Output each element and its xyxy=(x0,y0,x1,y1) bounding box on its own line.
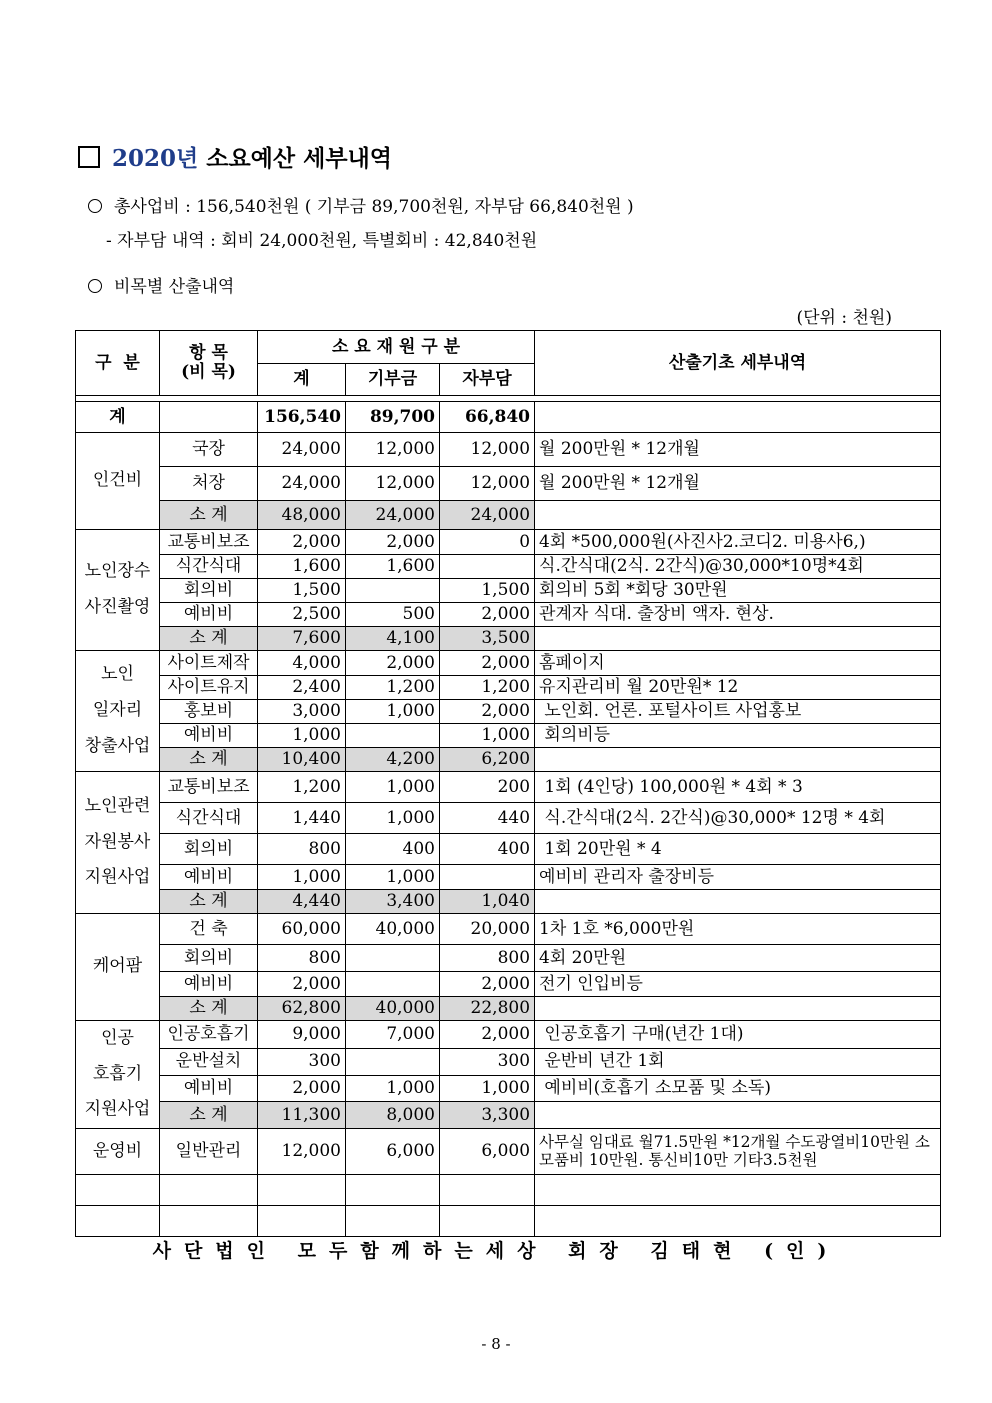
header-total: 계 xyxy=(258,364,346,396)
subtotal-row xyxy=(76,748,941,772)
subtotal-label: 소 계 xyxy=(160,627,258,651)
unit-label: (단위 : 천원) xyxy=(796,308,892,328)
subtotal-self: 6,200 xyxy=(440,748,535,772)
subtotal-donation: 40,000 xyxy=(346,997,440,1021)
item-cell: 예비비 xyxy=(160,603,258,627)
subtotal-detail xyxy=(535,501,941,530)
item-cell: 예비비 xyxy=(160,1075,258,1102)
total-cell: 800 xyxy=(258,834,346,865)
checkbox-square-icon xyxy=(78,146,100,168)
signature: 사단법인 모두함께하는세상 회장 김태현 (인) xyxy=(152,1240,840,1262)
operation-detail: 사무실 임대료 월71.5만원 *12개월 수도광열비10만원 소모품비 10만원. 통신비10만 기타3.5천원 xyxy=(535,1129,941,1175)
detail-cell: 예비비(호흡기 소모품 및 소독) xyxy=(535,1075,941,1102)
item-cell: 운반설치 xyxy=(160,1048,258,1075)
summary-items-text: 비목별 산출내역 xyxy=(114,277,235,297)
table-row xyxy=(76,1021,941,1049)
self-cell: 1,000 xyxy=(440,1075,535,1102)
detail-cell: 운반비 년간 1회 xyxy=(535,1048,941,1075)
total-cell: 1,000 xyxy=(258,865,346,890)
subtotal-total: 7,600 xyxy=(258,627,346,651)
table-row xyxy=(76,1048,941,1075)
subtotal-self: 1,040 xyxy=(440,890,535,914)
subtotal-row xyxy=(76,627,941,651)
subtotal-detail xyxy=(535,627,941,651)
self-cell: 400 xyxy=(440,834,535,865)
empty-row xyxy=(76,1206,941,1237)
self-cell: 800 xyxy=(440,945,535,972)
detail-cell: 관계자 식대. 출장비 액자. 현상. xyxy=(535,603,941,627)
section-heading xyxy=(78,140,392,173)
operation-category: 운영비 xyxy=(76,1129,160,1175)
table-row xyxy=(76,555,941,579)
subtotal-label: 소 계 xyxy=(160,997,258,1021)
donation-cell: 2,000 xyxy=(346,651,440,676)
subtotal-label: 소 계 xyxy=(160,1102,258,1129)
item-cell: 회의비 xyxy=(160,579,258,603)
grand-total-self: 66,840 xyxy=(440,402,535,433)
category-cell: 인공 호흡기 지원사업 xyxy=(76,1021,160,1129)
self-cell: 2,000 xyxy=(440,1021,535,1049)
item-cell: 식간식대 xyxy=(160,803,258,834)
self-cell: 1,500 xyxy=(440,579,535,603)
self-cell: 20,000 xyxy=(440,914,535,945)
table-row xyxy=(76,1075,941,1102)
item-cell: 회의비 xyxy=(160,945,258,972)
budget-table xyxy=(75,330,941,1237)
grand-total-row xyxy=(76,402,941,433)
detail-cell: 유지관리비 월 20만원* 12 xyxy=(535,676,941,700)
heading-title: 소요예산 세부내역 xyxy=(206,145,393,172)
table-row xyxy=(76,579,941,603)
table-row xyxy=(76,945,941,972)
table-row xyxy=(76,433,941,467)
self-cell: 12,000 xyxy=(440,467,535,501)
donation-cell xyxy=(346,579,440,603)
donation-cell xyxy=(346,972,440,997)
total-cell: 3,000 xyxy=(258,700,346,724)
empty-cell xyxy=(440,1206,535,1237)
detail-cell: 회의비등 xyxy=(535,724,941,748)
item-cell: 인공호흡기 xyxy=(160,1021,258,1049)
empty-cell xyxy=(160,1175,258,1206)
total-cell: 1,600 xyxy=(258,555,346,579)
detail-cell: 월 200만원 * 12개월 xyxy=(535,433,941,467)
subtotal-row xyxy=(76,997,941,1021)
grand-total-detail xyxy=(535,402,941,433)
detail-cell: 홈페이지 xyxy=(535,651,941,676)
subtotal-self: 24,000 xyxy=(440,501,535,530)
total-cell: 4,000 xyxy=(258,651,346,676)
donation-cell: 2,000 xyxy=(346,530,440,555)
header-category: 구 분 xyxy=(76,331,160,396)
detail-cell: 인공호흡기 구매(년간 1대) xyxy=(535,1021,941,1049)
budget-table-body xyxy=(76,396,941,1237)
table-row xyxy=(76,834,941,865)
detail-cell: 4회 20만원 xyxy=(535,945,941,972)
category-cell: 노인 일자리 창출사업 xyxy=(76,651,160,772)
donation-cell: 1,000 xyxy=(346,700,440,724)
self-cell: 2,000 xyxy=(440,603,535,627)
operation-row xyxy=(76,1129,941,1175)
table-row xyxy=(76,530,941,555)
subtotal-detail xyxy=(535,890,941,914)
operation-donation: 6,000 xyxy=(346,1129,440,1175)
subtotal-donation: 4,100 xyxy=(346,627,440,651)
item-cell: 교통비보조 xyxy=(160,530,258,555)
item-cell: 교통비보조 xyxy=(160,772,258,803)
detail-cell: 회의비 5회 *회당 30만원 xyxy=(535,579,941,603)
self-cell: 300 xyxy=(440,1048,535,1075)
detail-cell: 식.간식대(2식. 2간식)@30,000*10명*4회 xyxy=(535,555,941,579)
self-cell: 200 xyxy=(440,772,535,803)
total-cell: 800 xyxy=(258,945,346,972)
donation-cell: 500 xyxy=(346,603,440,627)
donation-cell: 12,000 xyxy=(346,467,440,501)
total-cell: 2,400 xyxy=(258,676,346,700)
page-number: - 8 - xyxy=(481,1335,511,1353)
empty-cell xyxy=(346,1206,440,1237)
total-cell: 24,000 xyxy=(258,467,346,501)
grand-total-label: 계 xyxy=(76,402,160,433)
header-donation: 기부금 xyxy=(346,364,440,396)
header-detail: 산출기초 세부내역 xyxy=(535,331,941,396)
donation-cell: 7,000 xyxy=(346,1021,440,1049)
subtotal-donation: 24,000 xyxy=(346,501,440,530)
summary-total-text: 총사업비 : 156,540천원 ( 기부금 89,700천원, 자부담 66,840천원 ) xyxy=(114,197,634,217)
donation-cell: 1,200 xyxy=(346,676,440,700)
summary-items xyxy=(88,272,234,297)
header-funding: 소 요 재 원 구 분 xyxy=(258,331,535,364)
total-cell: 24,000 xyxy=(258,433,346,467)
subtotal-label: 소 계 xyxy=(160,748,258,772)
empty-row xyxy=(76,1175,941,1206)
subtotal-self: 3,300 xyxy=(440,1102,535,1129)
detail-cell: 식.간식대(2식. 2간식)@30,000* 12명 * 4회 xyxy=(535,803,941,834)
total-cell: 2,500 xyxy=(258,603,346,627)
operation-total: 12,000 xyxy=(258,1129,346,1175)
table-row xyxy=(76,676,941,700)
subtotal-row xyxy=(76,501,941,530)
self-cell: 2,000 xyxy=(440,972,535,997)
subtotal-donation: 4,200 xyxy=(346,748,440,772)
header-item: 항 목 (비 목) xyxy=(160,331,258,396)
heading-year: 2020년 xyxy=(112,145,199,172)
detail-cell: 4회 *500,000원(사진사2.코디2. 미용사6,) xyxy=(535,530,941,555)
circle-bullet-icon xyxy=(88,199,102,213)
donation-cell xyxy=(346,945,440,972)
donation-cell: 12,000 xyxy=(346,433,440,467)
detail-cell: 월 200만원 * 12개월 xyxy=(535,467,941,501)
total-cell: 2,000 xyxy=(258,530,346,555)
subtotal-row xyxy=(76,1102,941,1129)
donation-cell xyxy=(346,724,440,748)
self-cell xyxy=(440,555,535,579)
total-cell: 9,000 xyxy=(258,1021,346,1049)
item-cell: 예비비 xyxy=(160,865,258,890)
subtotal-label: 소 계 xyxy=(160,501,258,530)
total-cell: 1,200 xyxy=(258,772,346,803)
item-cell: 건 축 xyxy=(160,914,258,945)
subtotal-donation: 8,000 xyxy=(346,1102,440,1129)
category-cell: 노인장수 사진촬영 xyxy=(76,530,160,651)
empty-cell xyxy=(535,1175,941,1206)
item-cell: 예비비 xyxy=(160,724,258,748)
subtotal-self: 3,500 xyxy=(440,627,535,651)
item-cell: 사이트제작 xyxy=(160,651,258,676)
empty-cell xyxy=(76,1206,160,1237)
subtotal-total: 11,300 xyxy=(258,1102,346,1129)
table-row xyxy=(76,724,941,748)
item-cell: 회의비 xyxy=(160,834,258,865)
table-row xyxy=(76,467,941,501)
total-cell: 60,000 xyxy=(258,914,346,945)
empty-cell xyxy=(76,1175,160,1206)
self-cell: 440 xyxy=(440,803,535,834)
self-cell: 1,200 xyxy=(440,676,535,700)
empty-cell xyxy=(258,1206,346,1237)
total-cell: 1,500 xyxy=(258,579,346,603)
item-cell: 예비비 xyxy=(160,972,258,997)
self-cell: 2,000 xyxy=(440,700,535,724)
table-row xyxy=(76,803,941,834)
category-cell: 케어팜 xyxy=(76,914,160,1021)
self-cell: 2,000 xyxy=(440,651,535,676)
donation-cell: 400 xyxy=(346,834,440,865)
empty-cell xyxy=(440,1175,535,1206)
grand-total-donation: 89,700 xyxy=(346,402,440,433)
subtotal-detail xyxy=(535,997,941,1021)
operation-self: 6,000 xyxy=(440,1129,535,1175)
header-self: 자부담 xyxy=(440,364,535,396)
subtotal-total: 62,800 xyxy=(258,997,346,1021)
empty-cell xyxy=(535,1206,941,1237)
subtotal-donation: 3,400 xyxy=(346,890,440,914)
self-cell: 12,000 xyxy=(440,433,535,467)
subtotal-detail xyxy=(535,1102,941,1129)
detail-cell: 전기 인입비등 xyxy=(535,972,941,997)
donation-cell xyxy=(346,1048,440,1075)
total-cell: 1,000 xyxy=(258,724,346,748)
donation-cell: 1,600 xyxy=(346,555,440,579)
grand-total-item xyxy=(160,402,258,433)
summary-self: - 자부담 내역 : 회비 24,000천원, 특별회비 : 42,840천원 xyxy=(106,231,538,251)
empty-cell xyxy=(258,1175,346,1206)
self-cell: 0 xyxy=(440,530,535,555)
table-row xyxy=(76,865,941,890)
operation-item: 일반관리 xyxy=(160,1129,258,1175)
detail-cell: 예비비 관리자 출장비등 xyxy=(535,865,941,890)
table-row xyxy=(76,700,941,724)
self-cell: 1,000 xyxy=(440,724,535,748)
detail-cell: 1회 (4인당) 100,000원 * 4회 * 3 xyxy=(535,772,941,803)
subtotal-label: 소 계 xyxy=(160,890,258,914)
subtotal-total: 10,400 xyxy=(258,748,346,772)
category-cell: 인건비 xyxy=(76,433,160,530)
summary-total xyxy=(88,192,634,217)
donation-cell: 40,000 xyxy=(346,914,440,945)
table-row xyxy=(76,914,941,945)
item-cell: 홍보비 xyxy=(160,700,258,724)
item-cell: 식간식대 xyxy=(160,555,258,579)
subtotal-total: 4,440 xyxy=(258,890,346,914)
detail-cell: 노인회. 언론. 포털사이트 사업홍보 xyxy=(535,700,941,724)
donation-cell: 1,000 xyxy=(346,803,440,834)
empty-cell xyxy=(346,1175,440,1206)
donation-cell: 1,000 xyxy=(346,772,440,803)
donation-cell: 1,000 xyxy=(346,1075,440,1102)
total-cell: 1,440 xyxy=(258,803,346,834)
table-row xyxy=(76,651,941,676)
detail-cell: 1차 1호 *6,000만원 xyxy=(535,914,941,945)
grand-total-total: 156,540 xyxy=(258,402,346,433)
item-cell: 국장 xyxy=(160,433,258,467)
subtotal-total: 48,000 xyxy=(258,501,346,530)
circle-bullet-icon xyxy=(88,279,102,293)
total-cell: 2,000 xyxy=(258,1075,346,1102)
table-row xyxy=(76,603,941,627)
subtotal-self: 22,800 xyxy=(440,997,535,1021)
table-row xyxy=(76,772,941,803)
item-cell: 처장 xyxy=(160,467,258,501)
empty-cell xyxy=(160,1206,258,1237)
donation-cell: 1,000 xyxy=(346,865,440,890)
total-cell: 300 xyxy=(258,1048,346,1075)
subtotal-row xyxy=(76,890,941,914)
table-row xyxy=(76,972,941,997)
detail-cell: 1회 20만원 * 4 xyxy=(535,834,941,865)
item-cell: 사이트유지 xyxy=(160,676,258,700)
category-cell: 노인관련 자원봉사 지원사업 xyxy=(76,772,160,914)
self-cell xyxy=(440,865,535,890)
subtotal-detail xyxy=(535,748,941,772)
total-cell: 2,000 xyxy=(258,972,346,997)
